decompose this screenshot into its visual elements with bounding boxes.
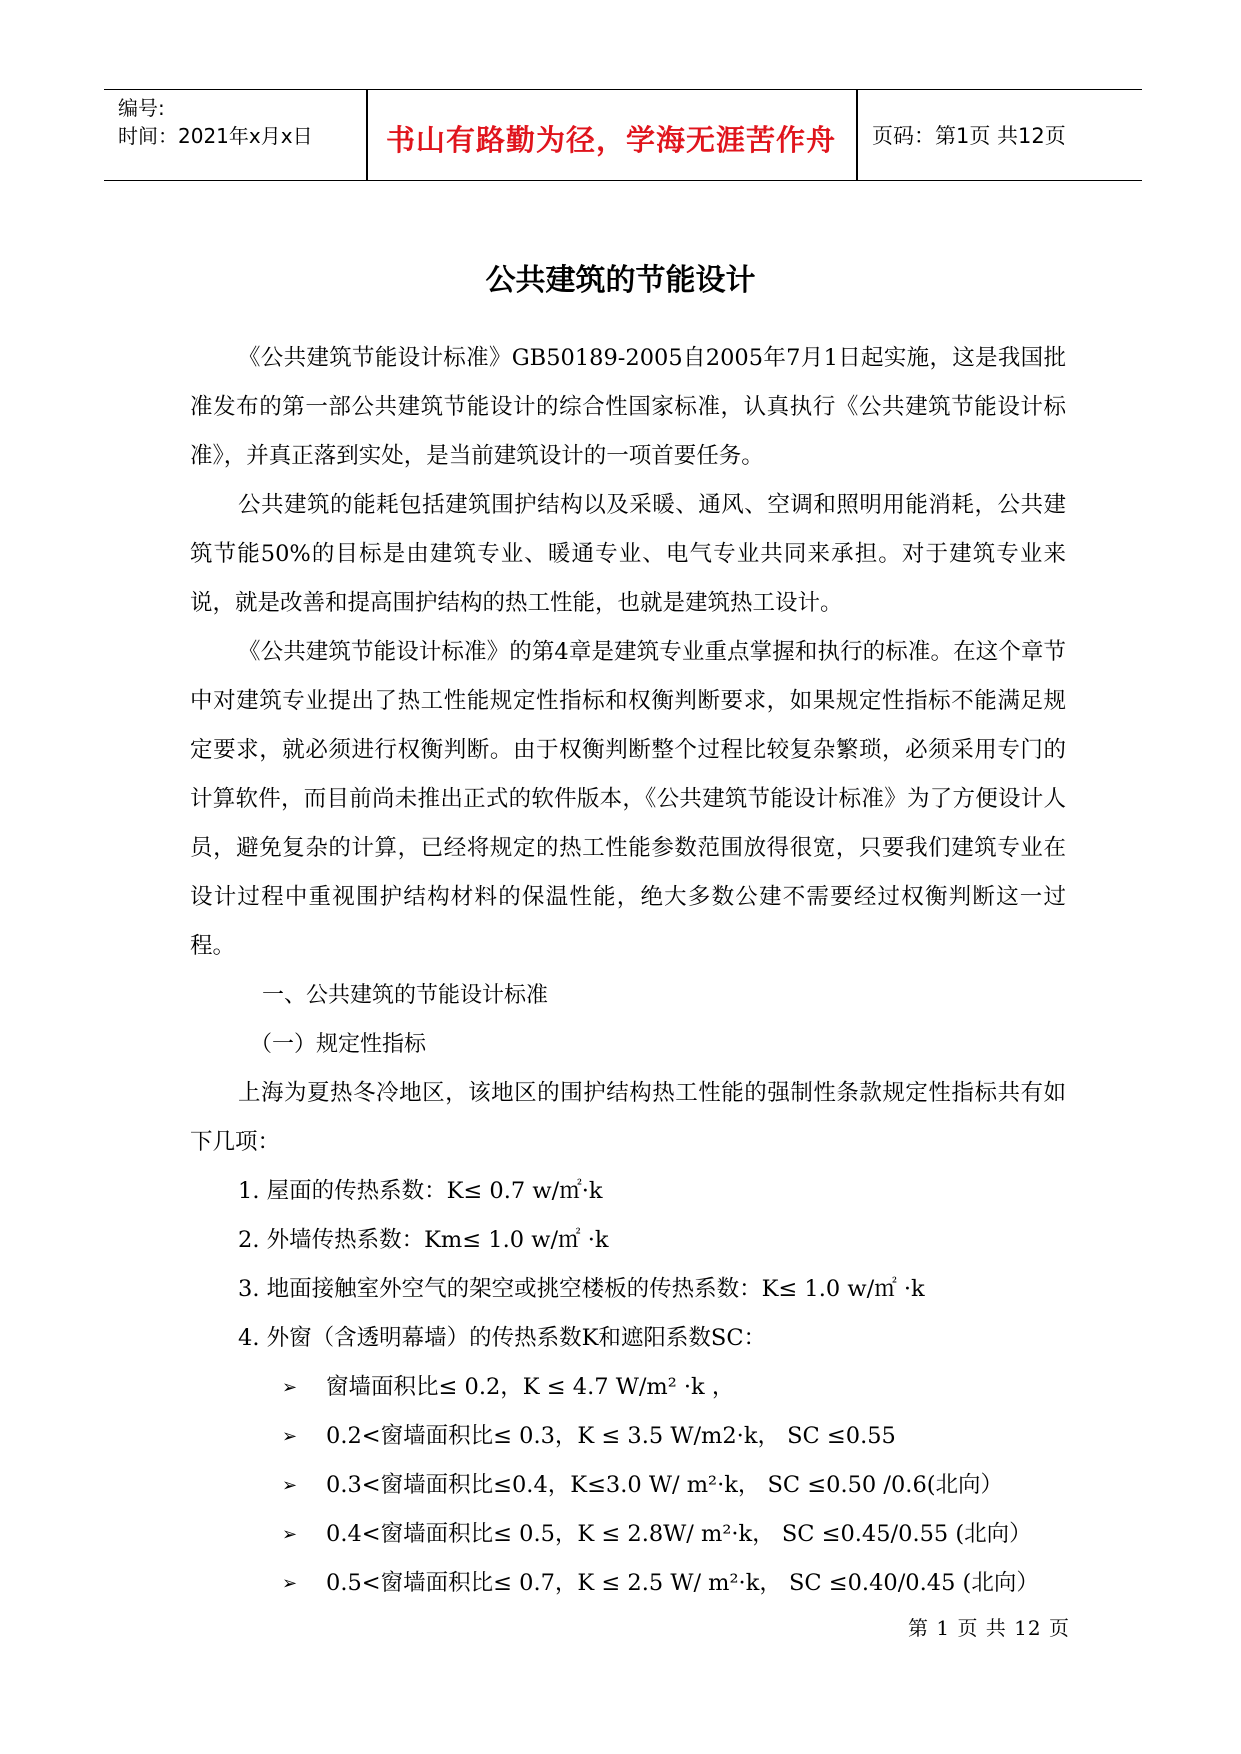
header-motto: 书山有路勤为径，学海无涯苦作舟	[385, 123, 836, 157]
header-divider	[856, 90, 858, 180]
bullet-item	[190, 1461, 1066, 1510]
bullet-text: 0.2<窗墙面积比≤ 0.3，K ≤ 3.5 W/m2·k， SC ≤0.55	[326, 1423, 896, 1449]
paragraph: 公共建筑的能耗包括建筑围护结构以及采暖、通风、空调和照明用能消耗，公共建筑节能50%的目标是由建筑专业、暖通专业、电气专业共同来承担。对于建筑专业来说，就是改善和提高围护结构的热工性能，也就是建筑热工设计。	[190, 492, 1066, 616]
list-item: 2. 外墙传热系数：Km≤ 1.0 w/㎡ ·k	[238, 1227, 609, 1253]
subsection-heading: （一）规定性指标	[250, 1032, 427, 1057]
list-item: 1. 屋面的传热系数：K≤ 0.7 w/㎡·k	[238, 1178, 603, 1204]
page-header	[104, 89, 1142, 181]
document-body	[190, 334, 1066, 1608]
list-item: 3. 地面接触室外空气的架空或挑空楼板的传热系数：K≤ 1.0 w/㎡ ·k	[238, 1276, 925, 1302]
document-title: 公共建筑的节能设计	[485, 263, 756, 298]
number-label: 编号:	[118, 96, 165, 120]
bullet-item	[190, 1363, 1066, 1412]
bullet-item	[190, 1510, 1066, 1559]
bullet-arrow-icon: ➢	[282, 1475, 298, 1496]
bullet-item	[190, 1559, 1066, 1608]
bullet-arrow-icon: ➢	[282, 1426, 298, 1447]
bullet-item	[190, 1412, 1066, 1461]
bullet-text: 窗墙面积比≤ 0.2，K ≤ 4.7 W/m² ·k ，	[326, 1374, 735, 1400]
header-meta	[118, 94, 313, 150]
section-heading: 一、公共建筑的节能设计标准	[262, 983, 549, 1008]
list-item: 4. 外窗（含透明幕墙）的传热系数K和遮阳系数SC：	[238, 1325, 767, 1351]
bullet-text: 0.5<窗墙面积比≤ 0.7，K ≤ 2.5 W/ m²·k， SC ≤0.40/0.45 (北向）	[326, 1570, 1039, 1596]
bullet-arrow-icon: ➢	[282, 1377, 298, 1398]
bullet-arrow-icon: ➢	[282, 1524, 298, 1545]
paragraph: 《公共建筑节能设计标准》GB50189-2005自2005年7月1日起实施，这是我国批准发布的第一部公共建筑节能设计的综合性国家标准，认真执行《公共建筑节能设计标准》，并真正落到实处，是当前建筑设计的一项首要任务。	[190, 345, 1066, 469]
paragraph: 《公共建筑节能设计标准》的第4章是建筑专业重点掌握和执行的标准。在这个章节中对建筑专业提出了热工性能规定性指标和权衡判断要求，如果规定性指标不能满足规定要求，就必须进行权衡判断。由于权衡判断整个过程比较复杂繁琐，必须采用专门的计算软件，而目前尚未推出正式的软件版本，《公共建筑节能设计标准》为了方便设计人员，避免复杂的计算，已经将规定的热工性能参数范围放得很宽，只要我们建筑专业在设计过程中重视围护结构材料的保温性能，绝大多数公建不需要经过权衡判断这一过程。	[190, 639, 1066, 959]
bullet-arrow-icon: ➢	[282, 1573, 298, 1594]
time-label: 时间：2021年x月x日	[118, 124, 313, 148]
bullet-text: 0.4<窗墙面积比≤ 0.5，K ≤ 2.8W/ m²·k， SC ≤0.45/0.55 (北向）	[326, 1521, 1032, 1547]
header-page-code: 页码：第1页 共12页	[872, 124, 1066, 148]
bullet-text: 0.3<窗墙面积比≤0.4，K≤3.0 W/ m²·k， SC ≤0.50 /0.6(北向）	[326, 1472, 1004, 1498]
intro-paragraph: 上海为夏热冬冷地区，该地区的围护结构热工性能的强制性条款规定性指标共有如下几项：	[190, 1080, 1066, 1155]
page-footer: 第 1 页 共 12 页	[908, 1616, 1070, 1640]
